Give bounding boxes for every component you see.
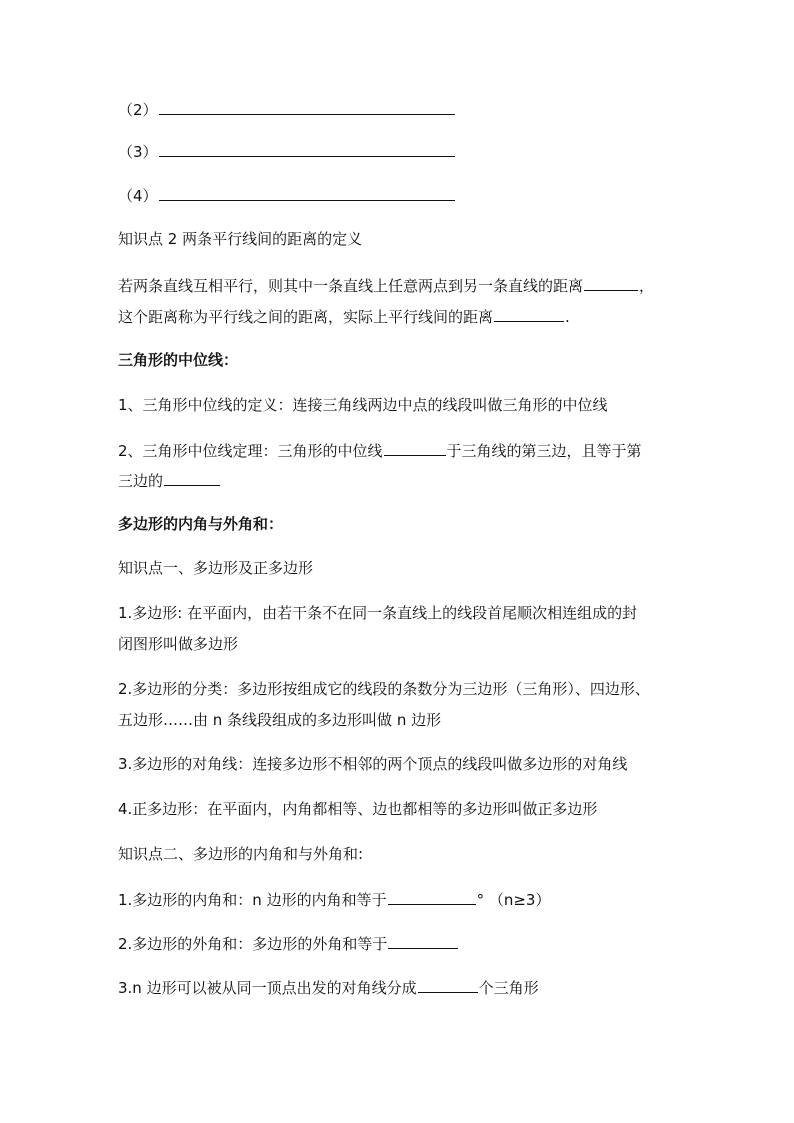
answer-blank[interactable] [159,184,455,201]
polygon-exterior-sum [118,932,459,954]
exterior-sum-blank[interactable] [388,932,458,949]
item-label: （3） [118,143,158,161]
polygon-def3: 3.多边形的对角线：连接多边形不相邻的两个顶点的线段叫做多边形的对角线 [118,755,628,773]
midline-text: 2、三角形中位线定理：三角形的中位线 [118,442,383,460]
sum-text: 1.多边形的内角和：n 边形的内角和等于 [118,891,387,909]
sum-text: 2.多边形的外角和：多边形的外角和等于 [118,935,388,953]
sum-text: 个三角形 [478,979,539,997]
sum-text: 3.n 边形可以被从同一顶点出发的对角线分成 [118,979,417,997]
midline-heading: 三角形的中位线： [118,351,239,369]
polygon-interior-sum [118,888,550,910]
kp2-comma: ， [639,277,655,295]
midline-relation-blank[interactable] [384,439,446,456]
midline-text: 三边的 [118,472,164,490]
parallel-distance-blank[interactable] [494,305,564,322]
kp2-text: 若两条直线互相平行，则其中一条直线上任意两点到另一条直线的距离 [118,277,584,295]
interior-sum-blank[interactable] [388,888,476,905]
blank-item-3 [118,140,456,162]
answer-blank[interactable] [159,140,455,157]
sum-text: ° （n≥3） [476,891,551,909]
midline-theorem-line2 [118,469,221,491]
polygon-def2-line1: 2.多边形的分类：多边形按组成它的线段的条数分为三边形（三角形）、四边形、 [118,680,650,698]
polygon-def1-line1: 1.多边形: 在平面内，由若干条不在同一条直线上的线段首尾顺次相连组成的封 [118,604,638,622]
midline-ratio-blank[interactable] [164,469,220,486]
midline-theorem-line1 [118,439,642,461]
polygon-def4: 4.正多边形：在平面内，内角都相等、边也都相等的多边形叫做正多边形 [118,800,598,818]
polygon-diagonal-triangles [118,976,539,998]
midline-text: 于三角线的第三边，且等于第 [446,442,642,460]
polygon-kp2-title: 知识点二、多边形的内角和与外角和: [118,845,364,863]
kp2-paragraph-line2 [118,305,570,327]
kp2-text: 这个距离称为平行线之间的距离，实际上平行线间的距离 [118,308,494,326]
kp2-title: 知识点 2 两条平行线间的距离的定义 [118,230,363,248]
polygon-heading: 多边形的内角与外角和： [118,515,284,533]
blank-item-2 [118,98,456,120]
polygon-def1-line2: 闭图形叫做多边形 [118,635,239,653]
answer-blank[interactable] [159,98,455,115]
distance-blank[interactable] [584,274,638,291]
polygon-def2-line2: 五边形……由 n 条线段组成的多边形叫做 n 边形 [118,711,442,729]
blank-item-4 [118,184,456,206]
kp2-paragraph-line1 [118,274,654,296]
item-label: （2） [118,101,158,119]
polygon-kp1-title: 知识点一、多边形及正多边形 [118,559,314,577]
triangle-count-blank[interactable] [418,976,478,993]
midline-definition: 1、三角形中位线的定义：连接三角线两边中点的线段叫做三角形的中位线 [118,396,608,414]
kp2-period: . [565,308,570,326]
item-label: （4） [118,187,158,205]
